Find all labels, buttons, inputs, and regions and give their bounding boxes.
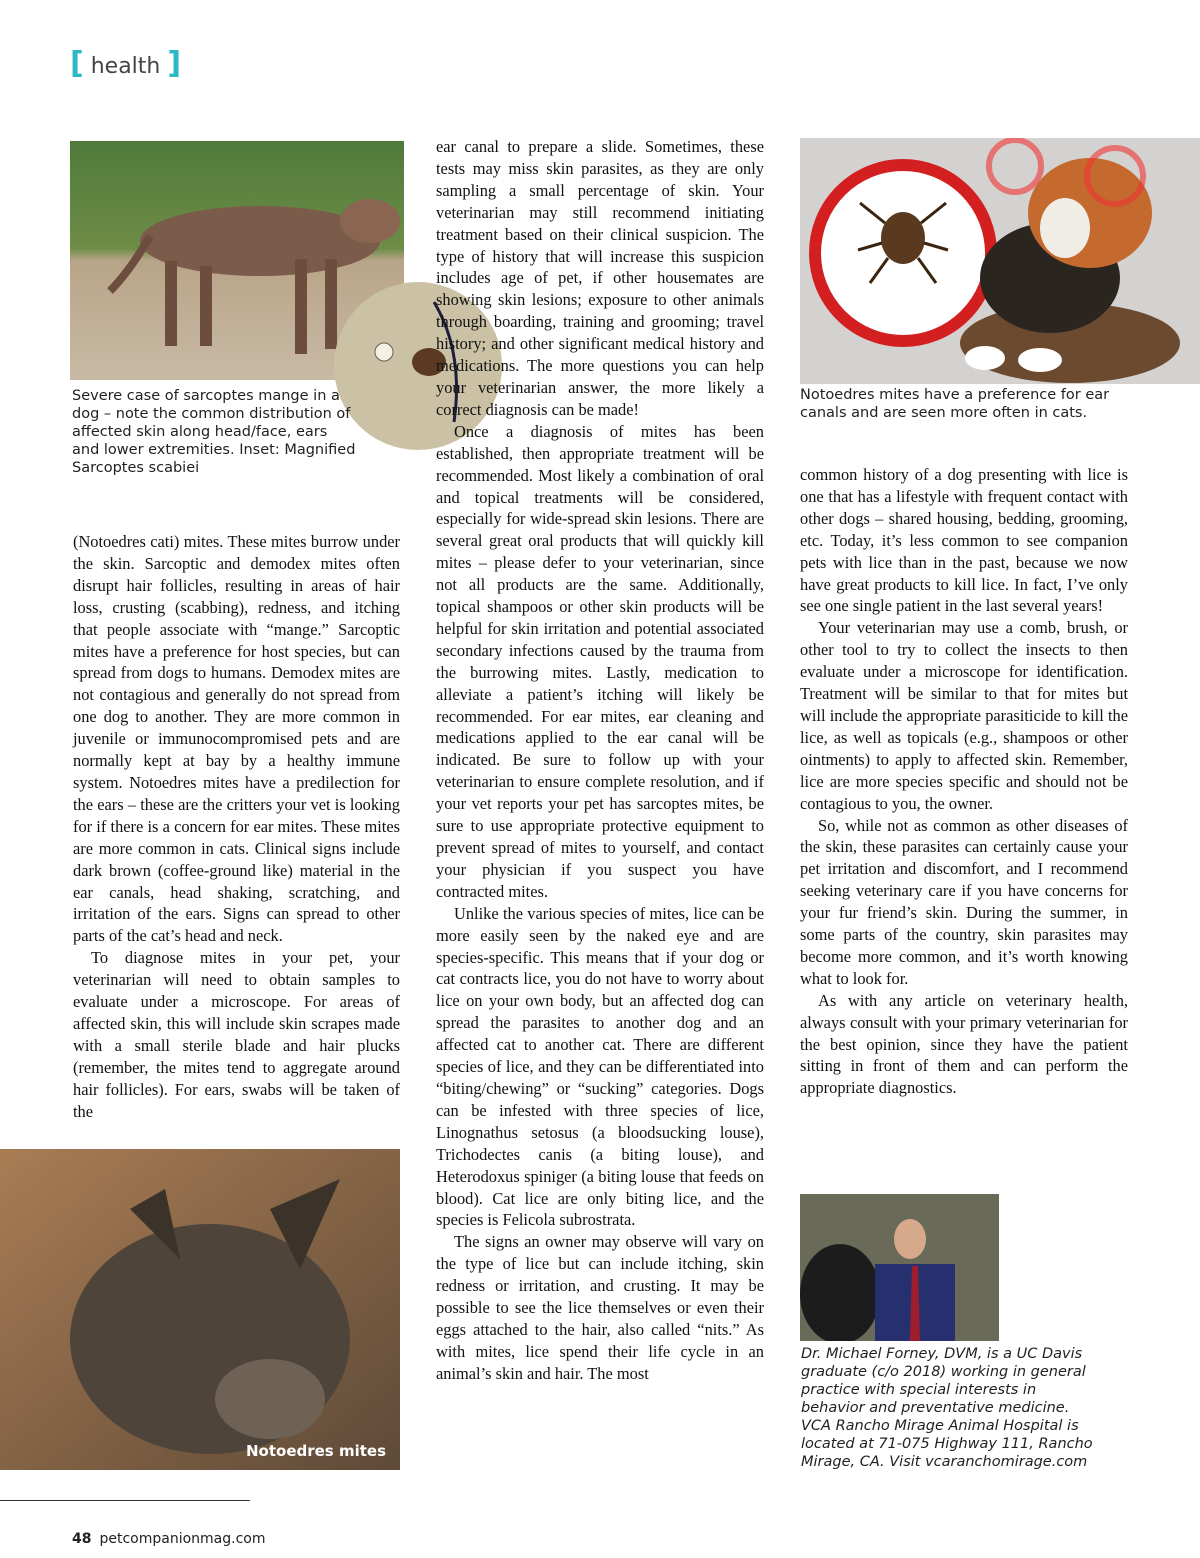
paragraph: As with any article on veterinary health, always consult with your primary veterinarian for the best opinion, since they have the patient sitting in front of them and can perform the appropriate diagnostics. <box>800 990 1128 1098</box>
paragraph: So, while not as common as other diseases of the skin, these parasites can certainly cause your pet irritation and discomfort, and I recommend seeking veterinary care if you have concerns for your fur friend’s skin. During the summer, in some parts of the country, skin parasites may become more common, and it’s worth knowing what to look for. <box>800 815 1128 988</box>
section-label: health <box>90 54 161 79</box>
article-column-3 <box>800 464 1128 1099</box>
bobcat-photo <box>0 1149 400 1470</box>
paragraph: (Notoedres cati) mites. These mites burrow under the skin. Sarcoptic and demodex mites often disrupt hair follicles, resulting in areas of hair loss, crusting (scabbing), redness, and itching that people associate with “mange.” Sarcoptic mites have a preference for host species, but can spread from dogs to humans. Demodex mites are not contagious and generally do not spread from one dog to another. They are more common in juvenile or immunocompromised pets and are normally kept at bay by a healthy immune system. Notoedres mites have a predilection for the ears – these are the critters your vet is looking for if there is a concern for ear mites. These mites are more common in cats. Clinical signs include dark brown (coffee-ground like) material in the ear canals, head shaking, scratching, and irritation of the ears. Signs can spread to other parts of the cat’s head and neck. <box>73 532 400 946</box>
paragraph: Your veterinarian may use a comb, brush, or other tool to try to collect the insects to then evaluate under a microscope for identification. Treatment will be similar to that for mites but will include the appropriate parasiticide to kill the lice, as well as topicals (e.g., shampoos or other ointments) to apply to affected skin. Remember, lice are more species specific and should not be contagious to you, the owner. <box>800 618 1128 813</box>
footer <box>72 1531 266 1547</box>
cat-photo <box>800 138 1200 384</box>
footer-rule <box>0 1500 250 1501</box>
author-photo <box>800 1194 999 1341</box>
footer-site: petcompanionmag.com <box>99 1531 266 1547</box>
paragraph: Unlike the various species of mites, lice can be more easily seen by the naked eye and are species-specific. This means that if your dog or cat contracts lice, you do not have to worry about lice on your own body, but an affected dog can spread the parasites to another dog and an affected cat to another cat. There are different species of lice, and they can be differentiated into “biting/chewing” or “sucking” categories. Dogs can be infested with three species of lice, Linognathus setosus (a bloodsucking louse), Trichodectes canis (a biting louse), and Heterodoxus spiniger (a biting louse that feeds on blood). Cat lice are only biting lice, and the species is Felicola subrostrata. <box>436 903 764 1230</box>
paragraph: The signs an owner may observe will vary on the type of lice but can include itching, skin redness or irritation, and crusting. It may be possible to see the lice themselves or even their eggs attached to the hair, also called “nits.” As with mites, lice spend their life cycle in an animal’s skin and hair. The most <box>436 1232 764 1383</box>
paragraph: To diagnose mites in your pet, your veterinarian will need to obtain samples to evaluate under a microscope. For areas of affected skin, this will include skin scrapes made with a small sterile blade and hair plucks (remember, the mites tend to aggregate around hair follicles). For ears, swabs will be taken of the <box>73 948 400 1121</box>
author-bio-line-2: VCA Rancho Mirage Animal Hospital is located at 71-075 Highway 111, Rancho Mirage, CA. Visit vcaranchomirage.com <box>801 1418 1093 1470</box>
article-column-1 <box>73 531 400 1122</box>
article-column-2 <box>436 136 764 1385</box>
dog-photo-caption: Severe case of sarcoptes mange in a dog – note the common distribution of affected skin along head/face, ears and lower extremities. Inset: Magnified Sarcoptes scabiei <box>72 388 356 476</box>
cat-photo-caption: Notoedres mites have a preference for ear canals and are seen more often in cats. <box>800 387 1110 421</box>
author-bio-caption <box>801 1345 1101 1471</box>
paragraph: common history of a dog presenting with lice is one that has a lifestyle with frequent contact with other dogs – shared housing, bedding, grooming, etc. Today, it’s less common to see companion pets with lice than in the past, because we now have great products to kill lice. In fact, I’ve only see one single patient in the last several years! <box>800 465 1128 616</box>
page-number: 48 <box>72 1531 92 1547</box>
paragraph: ear canal to prepare a slide. Sometimes, these tests may miss skin parasites, as they are only sampling a small percentage of skin. Your veterinarian may still recommend initiating treatment based on their clinical suspicion. The type of history that will increase this suspicion includes age of pet, if other housemates are showing skin lesions; exposure to other animals through boarding, training and grooming; travel history; and other significant medical history and medications. The more questions you can help your veterinarian answer, the more likely a correct diagnosis can be made! <box>436 137 764 419</box>
paragraph: Once a diagnosis of mites has been established, then appropriate treatment will be recommended. Most likely a combination of oral and topical treatments will be considered, especially for wide-spread skin lesions. There are several great oral products that will quickly kill mites – please defer to your veterinarian, since not all products are the same. Additionally, topical shampoos or other skin products will be helpful for skin irritation and potential associated secondary infections caused by the trauma from the burrowing mites. Lastly, medication to alleviate a patient’s itching will likely be recommended. For ear mites, ear cleaning and medications applied to the ear canal will be indicated. Be sure to follow up with your veterinarian to ensure complete resolution, and if your vet reports your pet has sarcoptes mites, be sure to use appropriate protective equipment to prevent spread of mites to yourself, and contact your physician if you suspect you have contracted mites. <box>436 421 764 901</box>
author-bio-line-1: Dr. Michael Forney, DVM, is a UC Davis graduate (c/o 2018) working in general practice with special interests in behavior and preventative medicine. <box>801 1346 1086 1416</box>
bobcat-photo-label: Notoedres mites <box>245 1442 386 1460</box>
section-tag: [ health ] <box>70 46 182 81</box>
